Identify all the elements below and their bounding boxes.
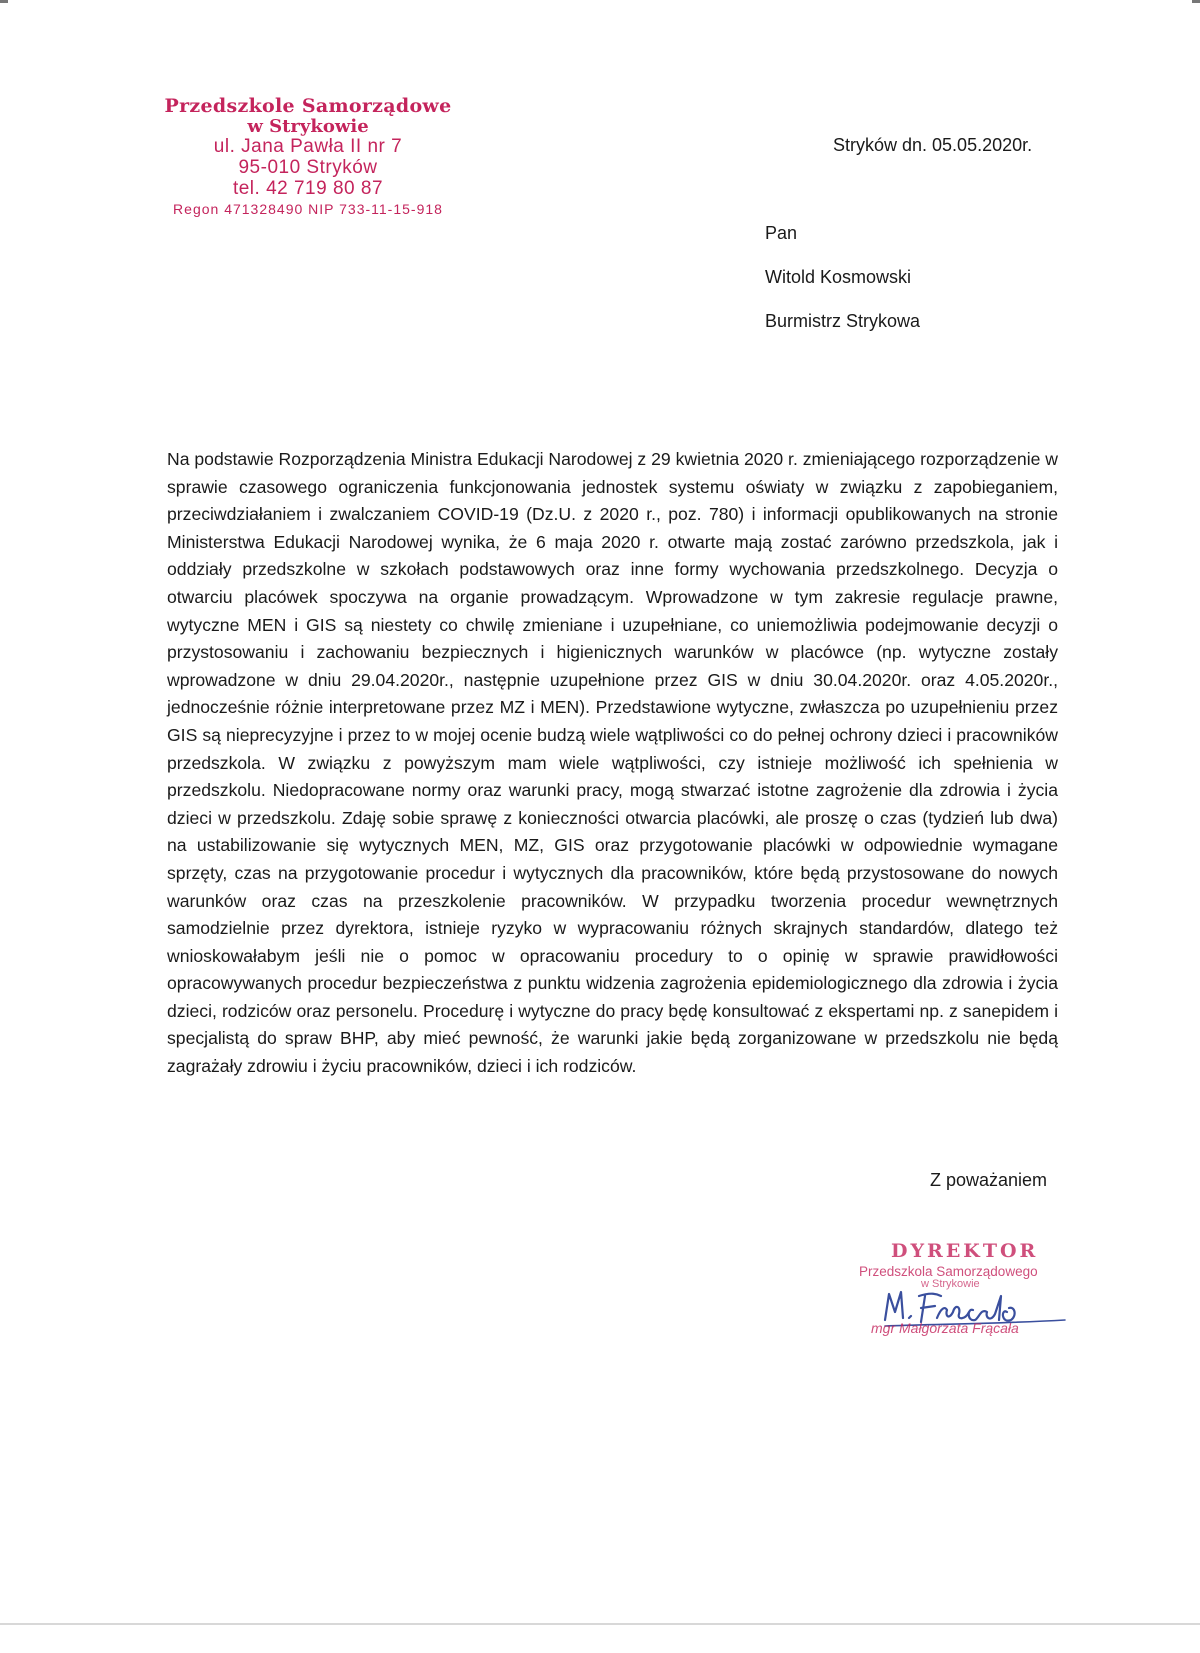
stamp-institution: Przedszkola Samorządowego <box>859 1264 1038 1279</box>
letter-body: Na podstawie Rozporządzenia Ministra Edukacji Narodowej z 29 kwietnia 2020 r. zmieniającego rozporządzenie w sprawie czasowego ograniczenia funkcjonowania jednostek systemu oświaty w związku z zapobieganiem, przeciwdziałaniem i zwalczaniem COVID-19 (Dz.U. z 2020 r., poz. 780) i informacji opublikowanych na stronie Ministerstwa Edukacji Narodowej wynika, że 6 maja 2020 r. otwarte mają zostać zarówno przedszkola, jak i oddziały przedszkolne w szkołach podstawowych oraz inne formy wychowania przedszkolnego. Decyzja o otwarciu placówek spoczywa na organie prowadzącym. Wprowadzone w tym zakresie regulacje prawne, wytyczne MEN i GIS są niestety co chwilę zmieniane i uzupełniane, co uniemożliwia podejmowanie decyzji o przystosowaniu i zachowaniu bezpiecznych i higienicznych warunków w placówce (np. wytyczne zostały wprowadzone w dniu 29.04.2020r., następnie uzupełnione przez GIS w dniu 30.04.2020r. oraz 4.05.2020r., jednocześnie różnie interpretowane przez MZ i MEN). Przedstawione wytyczne, zwłaszcza po uzupełnieniu przez GIS są nieprecyzyjne i przez to w mojej ocenie budzą wiele wątpliwości co do pełnej ochrony dzieci i pracowników przedszkola. W związku z powyższym mam wiele wątpliwości, czy istnieje możliwość ich spełnienia w przedszkolu. Niedopracowane normy oraz warunki pracy, mogą stwarzać istotne zagrożenie dla zdrowia i życia dzieci w przedszkolu. Zdaję sobie sprawę z konieczności otwarcia placówki, ale proszę o czas (tydzień lub dwa) na ustabilizowanie się wytycznych MEN, MZ, GIS oraz przygotowanie placówki w odpowiednie wymagane sprzęty, czas na przygotowanie procedur i wytycznych dla pracowników, które będą przystosowane do nowych warunków oraz czas na przeszkolenie pracowników. W przypadku tworzenia procedur wewnętrznych samodzielnie przez dyrektora, istnieje ryzyko w wypracowaniu różnych skrajnych standardów, dlatego też wnioskowałabym jeśli nie o pomoc w opracowaniu procedury to o opinię w sprawie prawidłowości opracowywanych procedur bezpieczeństwa z punktu widzenia zagrożenia epidemiologicznego dla zdrowia i życia dzieci, rodziców oraz personelu. Procedurę i wytyczne do pracy będę konsultować z ekspertami np. z sanepidem i specjalistą do spraw BHP, aby mieć pewność, że warunki jakie będą zorganizowane w przedszkolu nie będą zagrażały zdrowiu i życiu pracowników, dzieci i ich rodziców. <box>167 449 1058 1077</box>
stamp-location: w Strykowie <box>921 1278 980 1290</box>
recipient-name: Witold Kosmowski <box>765 267 912 287</box>
stamp-institution-location: w Strykowie <box>247 116 369 137</box>
scan-corner-mark <box>1192 0 1200 3</box>
scan-bottom-edge <box>0 1623 1200 1625</box>
closing-phrase: Z poważaniem <box>930 1170 1048 1190</box>
stamp-role: DYREKTOR <box>891 1240 1039 1262</box>
recipient-block <box>765 223 920 355</box>
letter-date: Stryków dn. 05.05.2020r. <box>833 135 1033 155</box>
stamp-signatory-name: mgr Małgorzata Frącała <box>871 1320 1019 1336</box>
stamp-institution-name: Przedszkole Samorządowe <box>164 95 452 117</box>
recipient-title: Burmistrz Strykowa <box>765 311 921 331</box>
stamp-phone: tel. 42 719 80 87 <box>232 178 384 199</box>
stamp-postal: 95-010 Stryków <box>238 157 378 178</box>
stamp-regon-nip: Regon 471328490 NIP 733-11-15-918 <box>173 201 443 217</box>
signature-stamp <box>855 1240 1085 1340</box>
scan-corner-mark <box>0 0 8 3</box>
stamp-street: ul. Jana Pawła II nr 7 <box>213 136 403 157</box>
institution-stamp <box>140 96 476 219</box>
recipient-salutation: Pan <box>765 223 798 243</box>
